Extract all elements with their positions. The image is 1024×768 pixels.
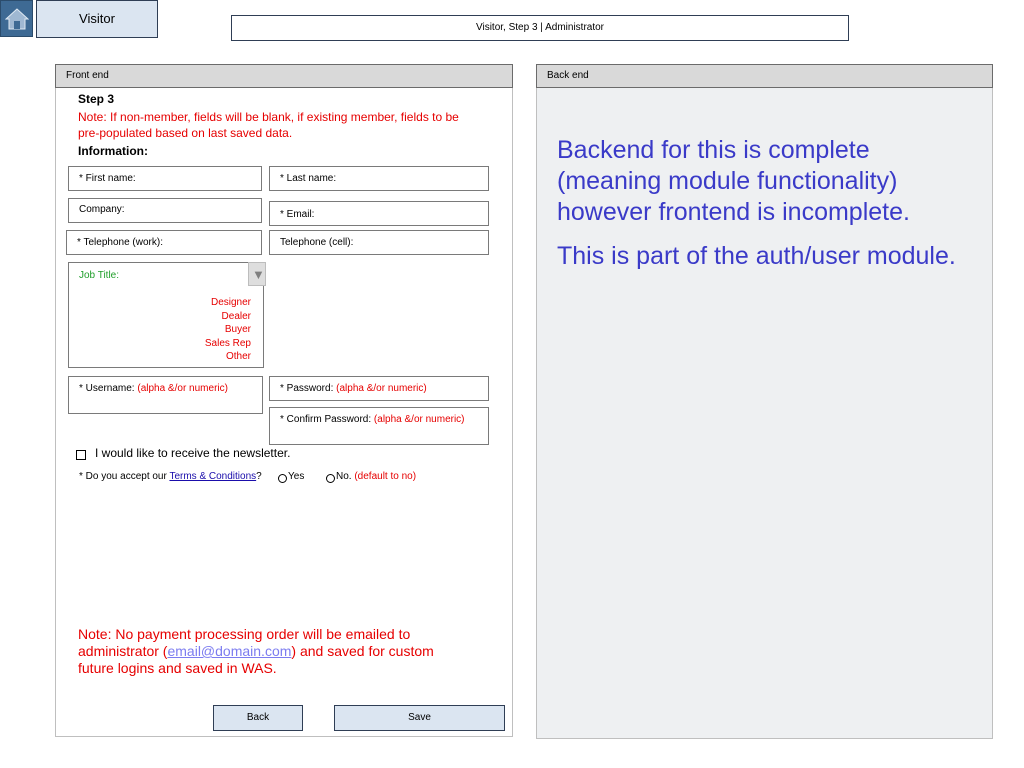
job-title-options (205, 296, 251, 364)
information-label: Information: (78, 144, 148, 158)
first-name-field[interactable] (68, 166, 262, 191)
terms-prefix: * Do you accept our (79, 471, 167, 482)
confirm-password-label: * Confirm Password: (280, 414, 372, 425)
terms-yes-label: Yes (288, 471, 305, 482)
job-option[interactable]: Sales Rep (204, 337, 251, 349)
payment-note-part1: Note: No payment processing order will be emailed to administrator ( (78, 626, 411, 659)
terms-row (79, 471, 262, 482)
admin-email-link[interactable]: email@domain.com (167, 643, 292, 659)
front-end-header: Front end (55, 64, 513, 88)
triangle-down-icon: ▼ (252, 267, 265, 282)
backend-note-module: This is part of the auth/user module. (557, 242, 956, 270)
newsletter-checkbox[interactable] (76, 450, 86, 460)
save-button[interactable]: Save (334, 705, 505, 731)
job-title-select[interactable] (68, 262, 264, 368)
back-end-header: Back end (536, 64, 993, 88)
visitor-tab[interactable]: Visitor (36, 0, 158, 38)
telephone-work-label: * Telephone (work): (77, 237, 163, 248)
first-name-label: * First name: (79, 173, 136, 184)
password-field[interactable] (269, 376, 489, 401)
prepopulate-note: Note: If non-member, fields will be blank, if existing member, fields to be pre-populated based on last saved data. (78, 110, 459, 140)
telephone-cell-label: Telephone (cell): (280, 237, 354, 248)
terms-yes-radio[interactable] (278, 474, 287, 483)
payment-note (78, 626, 458, 677)
username-label: * Username: (79, 383, 135, 394)
terms-link[interactable]: Terms & Conditions (169, 471, 257, 482)
terms-question-mark: ? (256, 471, 262, 482)
back-button[interactable]: Back (213, 705, 303, 731)
last-name-field[interactable] (269, 166, 489, 191)
backend-notes (557, 135, 957, 285)
home-button[interactable] (0, 0, 33, 37)
company-label: Company: (79, 204, 125, 215)
payment-note-part2: ) and saved for custom future logins and saved in WAS. (78, 643, 434, 676)
terms-no-row (336, 471, 416, 482)
job-option[interactable]: Buyer (224, 324, 251, 336)
terms-no-radio[interactable] (326, 474, 335, 483)
job-option[interactable]: Designer (210, 297, 251, 308)
terms-default-note: (default to no) (354, 471, 417, 482)
username-hint: (alpha &/or numeric) (137, 383, 228, 394)
job-option[interactable]: Other (225, 351, 251, 363)
backend-note-complete: Backend for this is complete (meaning module functionality) however frontend is incomplete. (557, 136, 910, 226)
job-option[interactable]: Dealer (221, 310, 251, 322)
email-label: * Email: (280, 209, 315, 220)
password-hint: (alpha &/or numeric) (336, 383, 427, 394)
confirm-password-hint: (alpha &/or numeric) (373, 414, 465, 425)
job-title-label: Job Title: (79, 270, 120, 281)
last-name-label: * Last name: (280, 173, 337, 184)
page-title: Visitor, Step 3 | Administrator (231, 15, 849, 41)
job-title-dropdown-button[interactable] (248, 262, 266, 286)
confirm-password-field[interactable] (269, 407, 489, 445)
telephone-cell-field[interactable] (269, 230, 489, 255)
username-field[interactable] (68, 376, 263, 414)
home-icon (5, 7, 29, 31)
company-field[interactable] (68, 198, 262, 223)
terms-no-label: No. (336, 471, 352, 482)
telephone-work-field[interactable] (66, 230, 262, 255)
step-title: Step 3 (78, 92, 115, 106)
email-field[interactable] (269, 201, 489, 226)
newsletter-label: I would like to receive the newsletter. (95, 446, 291, 460)
password-label: * Password: (280, 383, 334, 394)
